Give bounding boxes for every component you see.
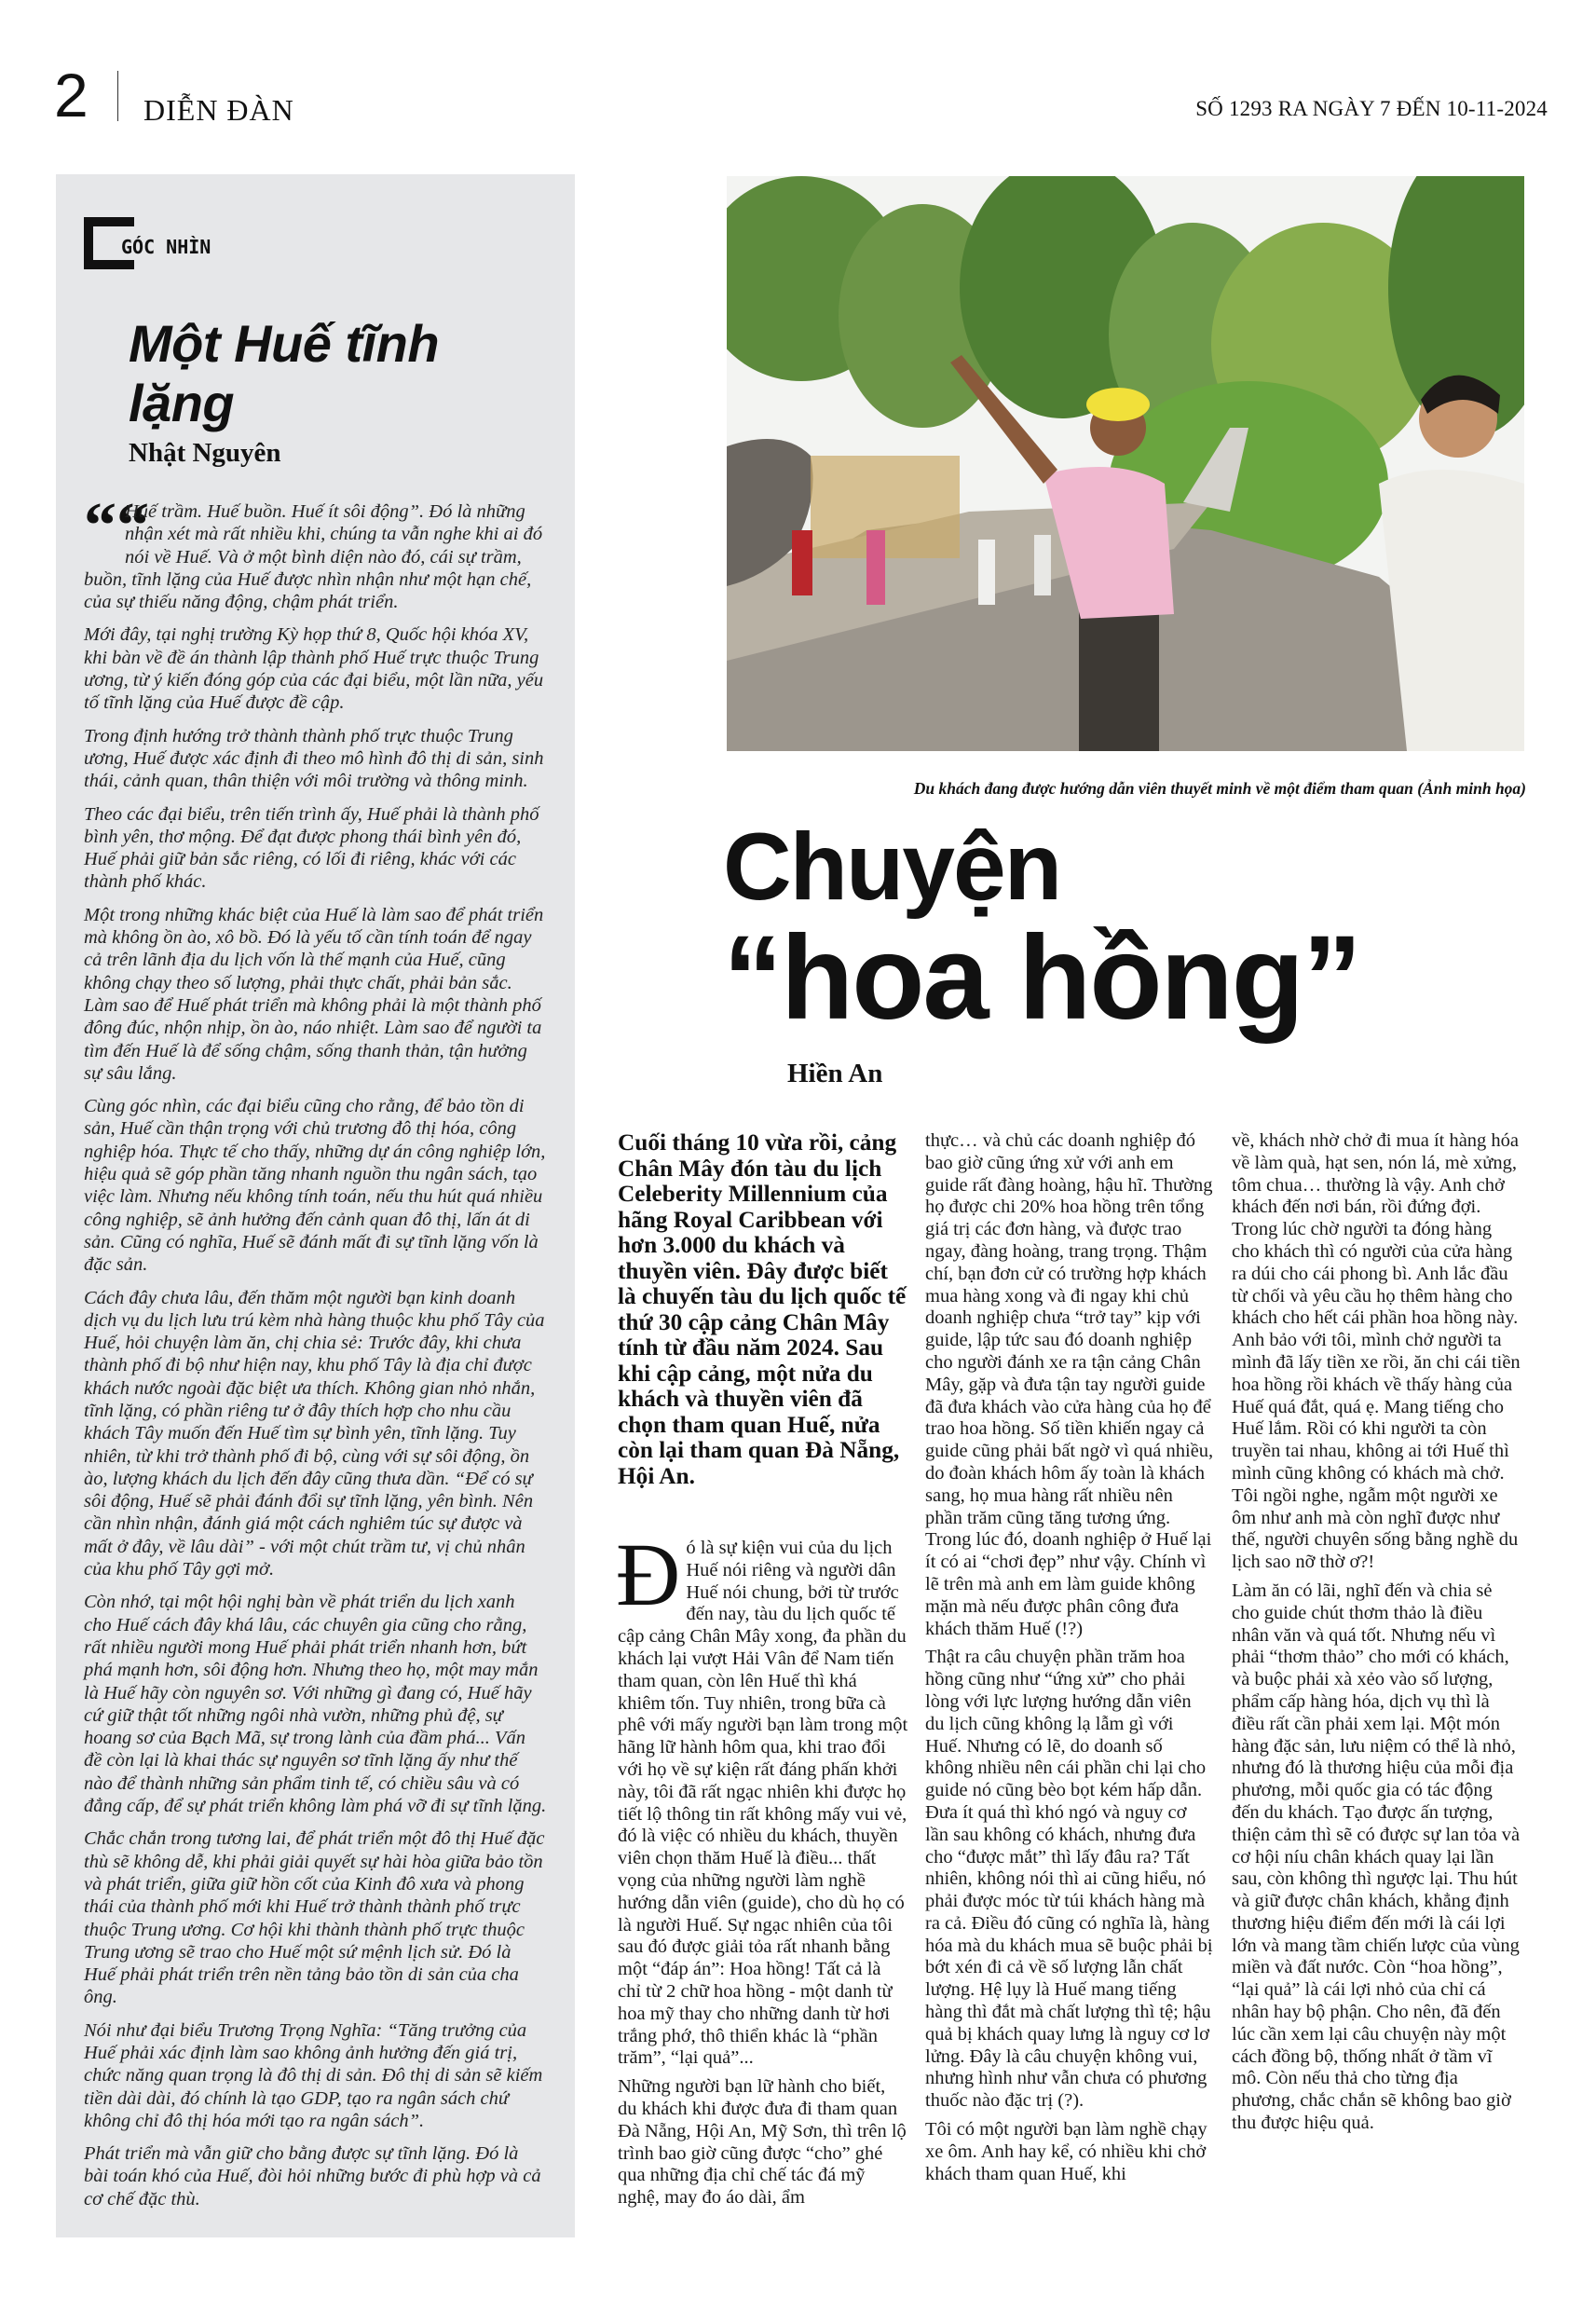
sidebar-body xyxy=(84,490,547,2210)
paragraph: Theo các đại biểu, trên tiến trình ấy, Huế phải là thành phố bình yên, thơ mộng. Để đạt được phong thái bình yên đó, Huế phải giữ bản sắc riêng, có lối đi riêng, khác với các thành phố khác. xyxy=(84,803,539,893)
paragraph: Những người bạn lữ hành cho biết, du khách khi được đưa đi tham quan Đà Nẵng, Hội An, Mỹ Sơn, thì trên lộ trình bao giờ cũng được “cho” ghé qua những địa chỉ chế tác đá mỹ nghệ, may đo áo dài, ẩm xyxy=(618,2076,907,2209)
issue-date: SỐ 1293 RA NGÀY 7 ĐẾN 10-11-2024 xyxy=(1195,97,1548,120)
sidebar-opinion-box xyxy=(56,174,575,2237)
paragraph: Còn nhớ, tại một hội nghị bàn về phát triển du lịch xanh cho Huế cách đây khá lâu, các chuyên gia cũng cho rằng, rất nhiều người mong Huế phải phát triển nhanh hơn, bứt phá mạnh hơn, sôi động hơn. Nhưng theo họ, một may mắn là Huế hãy còn nguyên sơ. Với những gì đang có, Huế hãy cứ giữ thật tốt những ngôi nhà vườn, những phủ đệ, sự hoang sơ của Bạch Mã, sự trong lành của đầm phá... Vấn đề còn lại là khai thác sự nguyên sơ tĩnh lặng ấy như thế nào để thành những sản phẩm tinh tế, có chiều sâu và có đẳng cấp, để sự phát triển không làm phá vỡ đi sự tĩnh lặng. xyxy=(84,1592,547,1817)
tour-guide-photo-illustration xyxy=(727,176,1524,751)
article-lead: Cuối tháng 10 vừa rồi, cảng Chân Mây đón tàu du lịch Celeberity Millennium của hãng Royal Caribbean với hơn 3.000 du khách và thuyền viên. Đây được biết là chuyến tàu du lịch quốc tế thứ 30 cập cảng Chân Mây tính từ đầu năm 2024. Sau khi cập cảng, một nửa du khách và thuyền viên đã chọn tham quan Huế, nửa còn lại tham quan Đà Nẵng, Hội An. xyxy=(618,1129,907,1489)
paragraph: Mới đây, tại nghị trường Kỳ họp thứ 8, Quốc hội khóa XV, khi bàn về đề án thành lập thành phố Huế trực thuộc Trung ương, từ ý kiến đóng góp của các đại biểu, một lần nữa, yếu tố tĩnh lặng của Huế được đề cập. xyxy=(84,624,544,714)
sidebar-author: Nhật Nguyên xyxy=(129,438,281,468)
paragraph: về, khách nhờ chở đi mua ít hàng hóa về làm quà, hạt sen, nón lá, mè xửng, tôm chua… thường là vậy. Anh chở khách đến nơi bán, rồi đứng đợi. Trong lúc chờ người ta đóng hàng cho khách thì có người của cửa hàng ra dúi cho cái phong bì. Anh lắc đầu từ chối và yêu cầu họ thêm hàng cho khách cho hết cái phần hoa hồng này. Anh bảo với tôi, mình chở người ta mình đã lấy tiền xe rồi, ăn chi cái tiền hoa hồng rồi khách về thấy hàng của Huế quá đắt, quá ẹ. Mang tiếng cho Huế lắm. Rồi có khi người ta còn truyền tai nhau, không ai tới Huế thì mình cũng không có khách mà chở. Tôi ngồi nghe, ngẫm một người xe ôm như anh mà còn nghĩ được như thế, người chuyên sống bằng nghề du lịch sao nỡ thờ ơ?! xyxy=(1232,1130,1521,1573)
paragraph: Tôi có một người bạn làm nghề chạy xe ôm. Anh hay kể, có nhiều khi chở khách tham quan Huế, khi xyxy=(925,2119,1207,2184)
page-number: 2 xyxy=(54,61,89,130)
paragraph: Đó là sự kiện vui của du lịch Huế nói riêng và người dân Huế nói chung, bởi từ trước đến nay, tàu du lịch quốc tế cập cảng Chân Mây xong, đa phần du khách lại vượt Hải Vân để Nam tiến tham quan, còn lên Huế thì khá khiêm tốn. Tuy nhiên, trong bữa cà phê với mấy người bạn làm trong một hãng lữ hành hôm qua, khi trao đổi với họ về sự kiện rất đáng phấn khởi này, tôi đã rất ngạc nhiên khi được họ tiết lộ thông tin rất không mấy vui vẻ, đó là việc có nhiều du khách, thuyền viên chọn thăm Huế là điều... thất vọng của những người làm nghề hướng dẫn viên (guide), cho dù họ có là người Huế. Sự ngạc nhiên của tôi sau đó được giải tỏa rất nhanh bằng một “đáp án”: Hoa hồng! Tất cả là chỉ từ 2 chữ hoa hồng - một danh từ hoa mỹ thay cho những danh từ hơi trắng phớ, thô thiển khác là “phần trăm”, “lại quả”... xyxy=(616,1525,908,2069)
header-divider xyxy=(117,71,118,121)
paragraph: Phát triển mà vẫn giữ cho bằng được sự tĩnh lặng. Đó là bài toán khó của Huế, đòi hỏi những bước đi phù hợp và cả cơ chế đặc thù. xyxy=(84,2143,541,2209)
paragraph: Thật ra câu chuyện phần trăm hoa hồng cũng như “ứng xử” cho phải lòng với lực lượng hướng dẫn viên du lịch cũng không lạ lẫm gì với Huế. Nhưng có lẽ, do doanh số không nhiều nên cái phần chi lại cho guide nó cũng bèo bọt kém hấp dẫn. Đưa ít quá thì khó ngó và nguy cơ lần sau không có khách, nhưng đưa cho “được mắt” thì lấy đâu ra? Tất nhiên, không nói thì ai cũng hiểu, nó phải được móc từ túi khách hàng mà ra cả. Điều đó cũng có nghĩa là, hàng hóa mà du khách mua sẽ buộc phải bị bớt xén đi cả về số lượng lẫn chất lượng. Hệ lụy là Huế mang tiếng hàng thì đắt mà chất lượng thì tệ; hậu quả bị khách quay lưng là nguy cơ lơ lửng. Đây là câu chuyện không vui, nhưng hình như vẫn chưa có phương thuốc nào đặc trị (?). xyxy=(925,1647,1213,2112)
headline-line-1: Chuyện xyxy=(723,814,1061,920)
section-title: DIỄN ĐÀN xyxy=(143,93,294,127)
paragraph: ““ Huế trầm. Huế buồn. Huế ít sôi động”. Đó là những nhận xét mà rất nhiều khi, chúng ta vẫn nghe khi ai đó nói về Huế. Và ở một bình diện nào đó, cái sự trầm, buồn, tĩnh lặng của Huế được nhìn nhận như một hạn chế, của sự thiếu năng động, chậm phát triển. xyxy=(84,490,543,613)
photo-caption: Du khách đang được hướng dẫn viên thuyết minh về một điểm tham quan (Ảnh minh họa) xyxy=(913,779,1526,798)
paragraph: Cách đây chưa lâu, đến thăm một người bạn kinh doanh dịch vụ du lịch lưu trú kèm nhà hàng thuộc khu phố Tây của Huế, hỏi chuyện làm ăn, chị chia sẻ: Trước đây, khi chưa thành phố đi bộ như hiện nay, khu phố Tây là địa chỉ được khách nước ngoài đặc biệt ưa thích. Không gian nhỏ nhắn, tĩnh lặng, có phần riêng tư ở đây thích hợp cho nhu cầu khách Tây muốn đến Huế tìm sự bình yên, tĩnh lặng. Tuy nhiên, từ khi trở thành phố đi bộ, cùng với sự sôi động, ồn ào, lượng khách du lịch đến đây cũng thưa dần. “Để có sự sôi động, Huế sẽ phải đánh đổi sự tĩnh lặng, yên bình. Nên cần nhìn nhận, đánh giá một cách nghiêm túc sự được và mất ở đây, về lâu dài” - với một chút trầm tư, vị chủ nhân của khu phố Tây gợi mở. xyxy=(84,1287,545,1580)
paragraph: Nói như đại biểu Trương Trọng Nghĩa: “Tăng trưởng của Huế phải xác định làm sao không ảnh hưởng đến giá trị, chức năng quan trọng là đô thị di sản. Đô thị di sản sẽ kiếm tiền dài dài, đó chính là tạo GDP, tạo ra ngân sách chứ không chỉ đô thị hóa mới tạo ra ngân sách”. xyxy=(84,2019,543,2131)
column-label-text: GÓC NHÌN xyxy=(121,236,211,258)
paragraph: Trong định hướng trở thành thành phố trực thuộc Trung ương, Huế được xác định đi theo mô hình đô thị di sản, sinh thái, cảnh quan, thân thiện với môi trường và thông minh. xyxy=(84,725,544,792)
paragraph: Chắc chắn trong tương lai, để phát triển một đô thị Huế đặc thù sẽ không dễ, khi phải giải quyết sự hài hòa giữa bảo tồn và phát triển, giữa giữ hồn cốt của Kinh đô xưa và phong thái của thành phố mới khi Huế trở thành thành phố trực thuộc Trung ương. Cơ hội khi thành thành phố trực thuộc Trung ương sẽ trao cho Huế một sứ mệnh lịch sử. Đó là Huế phải phát triển trên nền tảng bảo tồn di sản của cha ông. xyxy=(84,1828,545,2008)
article-column-3 xyxy=(1232,1130,1521,2141)
paragraph: Làm ăn có lãi, nghĩ đến và chia sẻ cho guide chút thơm thảo là điều nhân văn và quá tốt. Nhưng nếu vì phải “thơm thảo” cho mới có khách, và buộc phải xà xẻo vào số lượng, phẩm cấp hàng hóa, dịch vụ thì là điều rất cần phải xem lại. Một món hàng đặc sản, lưu niệm có thể là nhỏ, nhưng đó là thương hiệu của mỗi địa phương, mỗi quốc gia có tác động đến du khách. Tạo được ấn tượng, thiện cảm thì sẽ có được sự lan tỏa và cơ hội níu chân khách quay lại lần sau, còn không thì ngược lại. Thu hút và giữ được chân khách, khẳng định thương hiệu điểm đến mới là cái lợi lớn và mang tầm chiến lược của vùng miền và đất nước. Còn “hoa hồng”, “lại quả” là cái lợi nhỏ của chỉ cá nhân hay bộ phận. Cho nên, đã đến lúc cần xem lại câu chuyện này một cách đồng bộ, thống nhất ở tầm vĩ mô. Còn nếu thả cho từng địa phương, chắc chắn sẽ không bao giờ thu được hiệu quả. xyxy=(1232,1580,1521,2134)
article-photo xyxy=(727,176,1524,751)
headline-line-2: “hoa hồng” xyxy=(723,911,1360,1045)
article-column-1 xyxy=(616,1525,908,2216)
column-label xyxy=(84,217,547,271)
article-author: Hiền An xyxy=(787,1059,883,1088)
paragraph: thực… và chủ các doanh nghiệp đó bao giờ cũng ứng xử với anh em guide rất đàng hoàng, hậu hĩ. Thường họ được chi 20% hoa hồng trên tổng giá trị các đơn hàng, và được trao ngay, đàng hoàng, trang trọng. Thậm chí, bạn đơn cử có trường hợp khách mua hàng xong và đi ngay khi chủ doanh nghiệp chưa “trở tay” kịp với guide, lập tức sau đó doanh nghiệp cho người đánh xe ra tận cảng Chân Mây, gặp và đưa tận tay người guide đã đưa khách vào cửa hàng của họ để trao hoa hồng. Số tiền khiến ngay cả guide cũng phải bất ngờ vì quá nhiều, do đoàn khách hôm ấy toàn là khách sang, họ mua hàng rất nhiều nên phần trăm cũng tăng tương ứng. Trong lúc đó, doanh nghiệp ở Huế lại ít có ai “chơi đẹp” như vậy. Chính vì lẽ trên mà anh em làm guide không mặn mà nếu được phân công đưa khách thăm Huế (!?) xyxy=(925,1130,1214,1639)
paragraph: Cùng góc nhìn, các đại biểu cũng cho rằng, để bảo tồn di sản, Huế cần thận trọng với chủ trương đô thị hóa, công nghiệp hóa. Thực tế cho thấy, những dự án công nghiệp lớn, hiệu quả sẽ góp phần tăng nhanh nguồn thu ngân sách, tạo việc làm. Nhưng nếu không tính toán, nếu thu hút quá nhiều công nghiệp, sẽ ảnh hưởng đến cảnh quan đô thị, lấn át di sản. Cũng có nghĩa, Huế sẽ đánh mất đi sự tĩnh lặng vốn là đặc sản. xyxy=(84,1096,546,1276)
drop-cap: Đ xyxy=(616,1525,681,1624)
sidebar-title: Một Huế tĩnh lặng xyxy=(129,314,440,432)
quote-mark-icon: ““ xyxy=(84,490,149,562)
article-column-2 xyxy=(925,1130,1214,2192)
paragraph: Một trong những khác biệt của Huế là làm sao để phát triển mà không ồn ào, xô bồ. Đó là yếu tố cần tính toán để ngay cả trên lãnh địa du lịch vốn là thế mạnh của Huế, cũng không chạy theo số lượng, phải thực chất, phải bản sắc. Làm sao để Huế phát triển mà không phải là một thành phố đông đúc, nhộn nhịp, ồn ào, náo nhiệt. Làm sao để người ta tìm đến Huế là để sống chậm, sống thanh thản, tận hưởng sự sâu lắng. xyxy=(84,904,544,1084)
